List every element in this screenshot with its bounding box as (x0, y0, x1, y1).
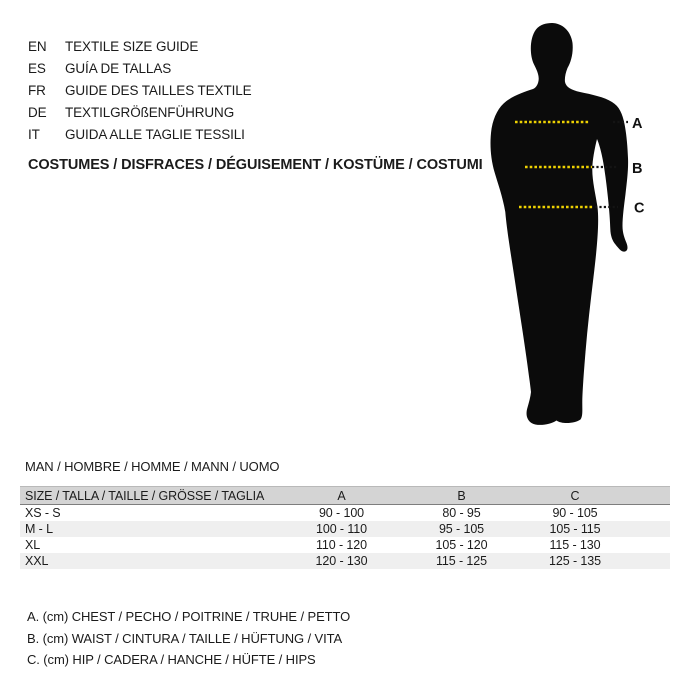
marker-label-a: A (632, 116, 643, 132)
size-table-wrap (20, 486, 670, 569)
man-silhouette-shape (491, 23, 629, 425)
value-cell-c: 90 - 105 (552, 506, 598, 520)
language-label: GUIDE DES TAILLES TEXTILE (65, 83, 252, 98)
value-cell-b: 105 - 120 (435, 538, 488, 552)
man-silhouette-svg (440, 0, 700, 470)
value-cell-c: 105 - 115 (549, 522, 601, 536)
language-row-en (28, 36, 252, 58)
size-cell: M - L (25, 522, 53, 536)
size-table-header-a: A (337, 488, 346, 503)
language-label: GUÍA DE TALLAS (65, 61, 172, 76)
value-cell-c: 115 - 130 (549, 538, 601, 552)
value-cell-b: 115 - 125 (436, 554, 487, 568)
value-cell-c: 125 - 135 (549, 554, 601, 568)
spacer-cell (630, 537, 670, 553)
language-row-es (28, 58, 252, 80)
size-table-header-c: C (570, 488, 580, 503)
language-code: IT (28, 127, 40, 142)
size-cell: XS - S (25, 506, 61, 520)
language-label: TEXTILE SIZE GUIDE (65, 39, 199, 54)
category-title: COSTUMES / DISFRACES / DÉGUISEMENT / KOSTÜME / COSTUMI (28, 157, 483, 173)
marker-label-b: B (632, 161, 643, 177)
size-table (20, 486, 670, 569)
size-table-header-b: B (457, 488, 466, 503)
spacer-cell (630, 521, 670, 537)
language-row-it (28, 124, 252, 146)
language-row-fr (28, 80, 252, 102)
value-cell-a: 90 - 100 (318, 506, 365, 520)
legend-line-chest: A. (cm) CHEST / PECHO / POITRINE / TRUHE / PETTO (27, 609, 351, 624)
table-row-xs-s (20, 505, 670, 522)
language-list (28, 36, 252, 146)
spacer-cell (630, 505, 670, 522)
value-cell-a: 100 - 110 (316, 522, 367, 536)
legend-line-hip: C. (cm) HIP / CADERA / HANCHE / HÜFTE / HIPS (27, 652, 316, 667)
size-cell: XL (25, 538, 41, 552)
language-row-de (28, 102, 252, 124)
language-code: ES (28, 61, 46, 76)
man-silhouette-figure (440, 0, 700, 470)
marker-label-c: C (634, 200, 645, 217)
language-code: FR (28, 83, 46, 98)
measure-legend (27, 606, 350, 671)
section-title-man: MAN / HOMBRE / HOMME / MANN / UOMO (25, 459, 280, 474)
value-cell-b: 95 - 105 (438, 522, 485, 536)
value-cell-b: 80 - 95 (442, 506, 481, 520)
size-table-header-row (20, 487, 670, 505)
spacer-cell (630, 553, 670, 569)
value-cell-a: 110 - 120 (316, 538, 367, 552)
size-table-header-size: SIZE / TALLA / TAILLE / GRÖSSE / TAGLIA (25, 488, 265, 503)
size-cell: XXL (25, 554, 49, 568)
table-row-m-l (20, 521, 670, 537)
table-row-xxl (20, 553, 670, 569)
language-code: DE (28, 105, 47, 120)
language-label: GUIDA ALLE TAGLIE TESSILI (65, 127, 245, 142)
size-table-header-spacer (630, 487, 670, 505)
value-cell-a: 120 - 130 (315, 554, 368, 568)
language-code: EN (28, 39, 47, 54)
legend-line-waist: B. (cm) WAIST / CINTURA / TAILLE / HÜFTUNG / VITA (27, 630, 343, 646)
table-row-xl (20, 537, 670, 553)
language-label: TEXTILGRÖßENFÜHRUNG (65, 105, 235, 120)
